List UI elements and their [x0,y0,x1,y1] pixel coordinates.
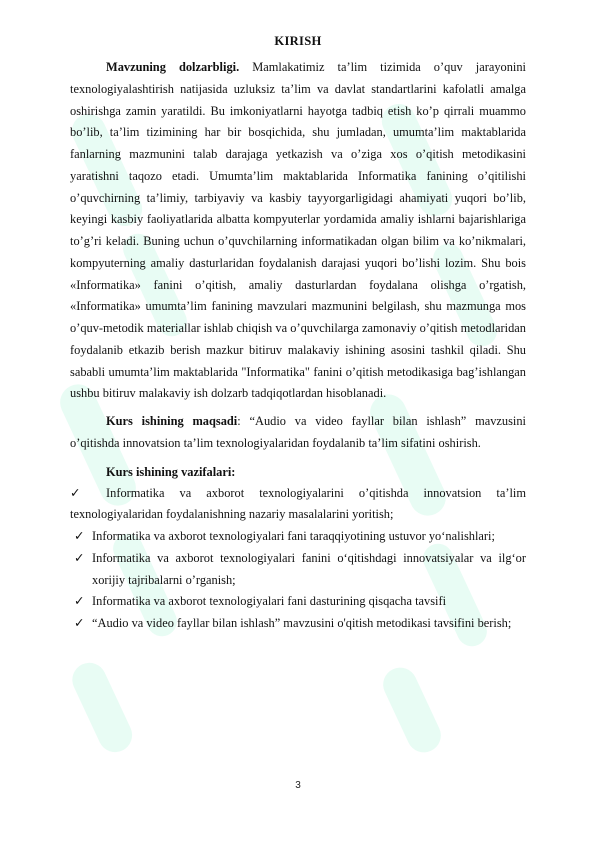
page-number: 3 [295,780,301,791]
task-text: Informatika va axborot texnologiyalari fani dasturining qisqacha tavsifi [92,594,447,609]
task-item [70,526,526,548]
task-text: Informatika va axborot texnologiyalari fani taraqqiyotining ustuvor yo‘nalishlari; [92,529,495,543]
checkmark-icon: ✓ [74,616,85,630]
page-title: KIRISH [274,34,322,48]
relevance-label: Mavzuning dolzarbligi. [106,60,240,74]
relevance-paragraph [70,57,526,405]
document-body [70,34,526,635]
tasks-heading: Kurs ishining vazifalari: [106,464,236,479]
checkmark-icon: ✓ [74,529,85,543]
task-item [70,591,526,613]
task-text: Informatika va axborot texnologiyalarini o’qitishda innovatsion ta’lim texnologiyalaridan foydalanishning nazariy masalalarini yoritish; [70,485,526,522]
checkmark-icon: ✓ [74,594,85,609]
checkmark-icon: ✓ [74,550,85,565]
goal-text: : “Audio va video fayllar bilan ishlash” mavzusini o’qitishda innovatsion ta’lim texnologiyalaridan foydalanib ta’lim sifatini oshirish. [70,414,527,450]
goal-label: Kurs ishining maqsadi [106,414,238,428]
task-item [70,613,526,635]
task-text: “Audio va video fayllar bilan ishlash” mavzusini o'qitish metodikasi tavsifini berish; [92,616,512,630]
relevance-text: Mamlakatimiz ta’lim tizimida o’quv jarayonini texnologiyalashtirish natijasida uzluksiz ta’lim va davlat standartlarini kafolatli amalga oshirishga zamin yaratildi. Bu imkoniyatlarni hayotga tadbiq etish ko’p qirrali muammo bo’lib, ta’lim tizimining har bir bosqichida, shu jumladan, umumta’lim maktablarida fanlarning mazmunini talab darajaga yetkazish va o’ziga xos o’qitish metodikasini yaratishni taqozo etadi. Umumta’lim maktablarida Informatika fanining o’qitilishi o’quvchirning ta’limiy, tarbiyaviy va kasbiy tayyorgarligidagi ahamiyati yuqori bo’lib, keyingi kasbiy faoliyatlarida albatta kompyuterlar yordamida amaliy ishlarni bajarishlariga to’g’ri keladi. Buning uchun o’quvchilarning informatikadan olgan bilim va ko’nikmalari, kompyuterning amaliy dasturlaridan foydalanish darajasi yuqori bo’lishi lozim. Shu bois «Informatika» fanini o’qitish, amaliy dasturlardan foydalana olishga o’rgatish, «Informatika» umumta’lim fanining mavzulari mazmunini belgilash, shu mazmunga mos o’quv-metodik materiallar ishlab chiqish va o’quvchilarga zamonaviy o’qitish metodlaridan foydalanib etkazib berish mazkur bitiruv malakaviy ishining asosini tashkil qiladi. Shu sababli umumta’lim maktablarida "Informatika" fanini o’qitish metodikasiga bag’ishlangan ushbu bitiruv malakaviy ish dolzarb tadqiqotlardan hisoblanadi. [70,60,526,401]
tasks-list [70,483,526,635]
task-text: Informatika va axborot texnologiyalari fanini o‘qitishdagi innovatsiyalar va ilg‘or xorijiy tajribalarni o’rganish; [92,550,526,587]
checkmark-icon: ✓ [70,485,81,500]
task-item [70,483,526,527]
task-item [70,548,526,592]
goal-paragraph [70,411,526,455]
